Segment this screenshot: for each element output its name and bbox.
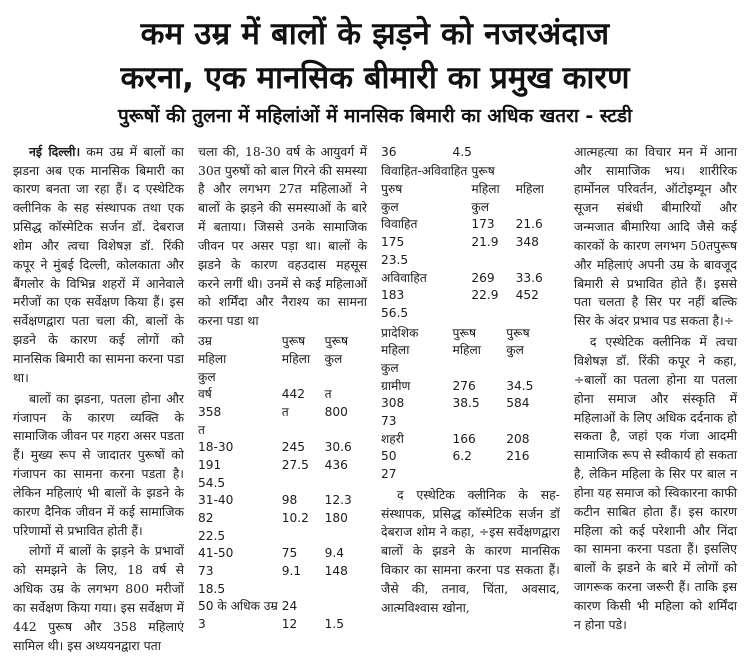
table-cell: 208 [506,431,530,446]
table-cell [516,199,560,217]
table-cell [453,466,507,484]
paragraph: आत्महत्या का विचार मन में आना और सामाजिक भय। शारीरिक हार्मोनल परिवर्तन, ऑटोइम्यून और सूजन संबंधी बीमारियों और जन्मजात बीमारिया आदि जैसे कई कारकों के कारण लगभग 50तपुरूष और महिलाएं अपनी उम्र के बावजूद बिमारी से प्रभावित होते हैं। इससे पता चलता है सिर पर नहीं बल्कि सिर के अंदर प्रभाव पड सकता है।÷ [573,143,737,329]
table-cell: शहरी [381,431,404,446]
table-cell: 98 [281,493,298,508]
table-cell: 348 [515,235,539,250]
table-cell: अविवाहित [381,270,427,285]
table-cell: 21.9 [471,235,499,250]
table-cell [325,528,367,546]
table-cell: कुल [324,351,343,366]
table-cell: 82 [197,511,214,526]
table-row [198,563,367,581]
paragraph: बालों का झडना, पतला होना और गंजापन के कारण व्यक्ति के सामाजिक जीवन पर गहरा असर पडता हैं। मुख्य रूप से जादातर पुरूषों को गंजापन का सामना करना पडता है। लेकिन महिलाएं भी बालों के झडने के कारण दैनिक जीवन में कई सामाजिक परिणामों से प्रभावित होती हैं। [13,390,184,538]
table-cell: 269 [471,270,495,285]
table-cell: 276 [452,378,476,393]
table-header-row [198,351,367,369]
article-columns [0,135,750,658]
table-cell [325,475,367,493]
table-cell: 180 [324,511,348,526]
table-cell: 9.4 [324,546,345,561]
table-cell: 50 के अधिक उम्र [197,599,278,614]
table-cell [516,252,560,270]
table-cell: विवाहित [381,217,418,232]
table-cell: 50 [381,449,397,464]
table-cell [325,598,367,616]
headline-line-2: करना, एक मानसिक बीमारी का प्रमुख कारण [120,60,630,97]
table-cell [506,360,560,378]
article-column-4 [567,143,744,637]
table-cell: 173 [471,217,495,232]
table-header-row [381,360,560,378]
table-cell [453,360,507,378]
article-column-3 [374,143,567,620]
table-cell: 9.1 [281,564,302,579]
table-cell: 41-50 [197,546,234,561]
table-cell: 31-40 [197,493,234,508]
table-row [198,545,367,563]
table-cell [325,369,367,387]
table-cell [516,163,560,181]
table-cell [282,369,325,387]
table-cell: पुरूष [452,325,476,340]
table-header-row [381,325,560,343]
table-cell: पुरूष [281,334,306,349]
table-cell: 27.5 [281,457,309,472]
table-row [198,528,367,546]
table-cell: कुल [471,199,489,214]
table-cell: 216 [506,449,530,464]
table-cell: 183 [381,288,405,303]
table-row [381,305,560,323]
table-cell [471,305,515,323]
table-cell: 36 [381,144,397,159]
table-cell: महिला [452,343,481,358]
table-row [381,395,560,413]
table-row [198,439,367,457]
table-cell: 3 [197,617,206,632]
table-cell: महिला [197,351,227,366]
table-cell: 12 [281,617,298,632]
table-row [198,616,367,634]
table-header-row [198,369,367,387]
table-cell: कुल [197,369,216,384]
table-row [198,510,367,528]
table-cell: 18.5 [197,581,226,596]
table-cell: 22.5 [197,528,226,543]
table-cell [506,466,560,484]
table-cell: 34.5 [506,378,534,393]
table-cell [325,581,367,599]
paragraph: द एस्थेटिक क्लीनिक में त्वचा विशेषज्ञ डॉ. रिंकी कपूर ने कहा, ÷बालों का पतला होना या पतला होना समाज और संस्कृति में महिलाओं के लिए अधिक दर्दनाक हो सकता है, जहां एक गंजा आदमी सामाजिक रूप से स्वीकार्य हो सकता है, लेकिन महिला के सिर पर बाल न होना यह समाज को स्विकारना काफी कटीन साबित होता हैं। इस कारण महिला को कई परेशानी और निंदा का सामना करना पडता हैं। इसलिए बालों के झडने के बारे में लोगों को जागरूक करना जरूरी हैं। ताकि इस कारण किसी भी महिला को शर्मिंदा न होना पडे। [573,334,737,632]
article-column-2 [191,143,374,636]
table-cell [506,144,560,162]
table-cell: 584 [506,396,530,411]
table-row [381,270,560,288]
table-cell: 6.2 [452,449,472,464]
table-cell: 148 [324,564,348,579]
table-cell [453,413,507,431]
table-row [381,234,560,252]
dateline: नई दिल्ली। [29,143,81,159]
table-cell: ग्रामीण [381,378,411,393]
table-cell: 166 [452,431,476,446]
table-cell: 27 [381,467,397,482]
sub-headline: पुरूषों की तुलना में महिलांओं में मानसिक बिमारी का अधिक खतरा - स्टडी [117,105,632,128]
table-cell: 10.2 [281,511,309,526]
stray-values-row [381,144,560,162]
table-row [198,581,367,599]
table-row [198,457,367,475]
table-cell: 56.5 [381,305,409,320]
table-cell: वर्ष [197,387,212,402]
table-cell: कुल [506,343,524,358]
headline-block [0,0,750,100]
paragraph: द एस्थेटिक क्लीनिक के सह-संस्थापक, प्रसिद्ध कॉस्मेटिक सर्जन डॉ देबराज शोम ने कहा, ÷इस सर्वेक्षणद्वारा बालों के झडने के कारण मानसिक विकार का सामना करना पड सकता हैं। जैसे की, तनाव, चिंता, अवसाद, आत्मविश्वास खोना, [381,486,560,615]
table-row [381,413,560,431]
table-cell [282,528,325,546]
article-column-1 [6,143,191,658]
table-cell: 4.5 [452,144,472,159]
table-row [198,404,367,422]
table-cell: त [324,387,332,402]
table-cell: 33.6 [515,270,543,285]
region-table [381,325,560,484]
table-cell [506,413,560,431]
table-cell: 442 [281,387,306,402]
table-cell: प्रादेशिक [381,325,419,340]
table-row [198,422,367,440]
table-cell: 436 [324,457,348,472]
table-cell: 73 [197,564,214,579]
paragraph-lead [13,143,184,388]
table-cell: 175 [381,235,405,250]
table-row [198,475,367,493]
table-header-row [381,163,560,181]
table-cell: 22.9 [471,288,499,303]
table-header-row [381,199,560,217]
table-cell: त [281,404,289,419]
paragraph: लोगों में बालों के झड़ने के प्रभावों को समझने के लिए, 18 वर्ष से अधिक उम्र के लगभग 800 मरीजों का सर्वेक्षण किया गया। इस सर्वेक्षण में 442 पुरूष और 358 महिलाएं सामिल थी। इस अध्ययनद्वारा पता [13,543,184,653]
table-row [381,466,560,484]
table-row [198,598,367,616]
marital-status-table [381,163,560,322]
table-cell: पुरूष [324,334,349,349]
table-cell: 358 [197,404,222,419]
headline-line-1: कम उम्र में बालों के झड़ने को नजरअंदाज [140,16,610,52]
table-cell: 245 [281,440,306,455]
table-row [381,287,560,305]
table-cell: 38.5 [452,396,480,411]
table-cell: 23.5 [381,252,409,267]
table-cell: 12.3 [324,493,352,508]
table-cell: महिला [281,351,311,366]
table-row [381,144,560,162]
table-row [381,378,560,396]
table-cell: 24 [281,599,298,614]
table-cell: कुल [381,199,399,214]
table-cell: उम्र [197,334,212,349]
table-cell: पुरूष [506,325,530,340]
table-cell: 452 [515,288,539,303]
table-cell: 21.6 [515,217,543,232]
table-cell: पुरुष [381,182,403,197]
table-header-row [198,333,367,351]
table-cell: महिला [381,343,410,358]
table-cell: 1.5 [324,617,345,632]
table-cell: 18-30 [197,440,234,455]
table-cell: कुल [381,360,399,375]
table-cell: विवाहित-अविवाहित [381,164,468,179]
table-row [198,386,367,404]
table-header-row [381,181,560,199]
table-cell: 30.6 [324,440,352,455]
table-cell: 191 [197,457,222,472]
table-cell: 800 [324,404,348,419]
table-cell: पुरूष [471,164,495,179]
table-cell [516,305,560,323]
table-cell [471,252,515,270]
table-cell: महिला [515,182,544,197]
paragraph: चला की, 18-30 वर्ष के आयुवर्ग में 30त पुरुषों को बाल गिरने की समस्या है और लगभग 27त महिलाओं ने बालों के झड़ने की समस्याओं के बारे में बताया। जिससे उनके सामाजिक जीवन पर असर पड़ा था। बालों के झडने के कारण वहउदास महसूस करने लगीं थी। उनमें से कई महिलाओं को शर्मिंदा और नैराश्य का सामना करना पडा था [197,143,368,329]
table-row [198,492,367,510]
table-cell: 75 [281,546,298,561]
table-row [381,252,560,270]
age-group-table [198,333,367,634]
table-row [381,431,560,449]
table-cell: महिला [471,182,500,197]
table-cell: 308 [381,396,405,411]
table-cell [282,475,325,493]
table-cell [325,422,367,440]
table-cell: 54.5 [197,475,226,490]
table-cell: 73 [381,414,397,429]
table-cell [282,581,325,599]
table-row [381,216,560,234]
paragraph-lead-body: कम उम्र में बालों का झडना अब एक मानसिक बिमारी का कारण बनता जा रहा हैं। द एस्थेटिक क्लीनिक के सह संस्थापक तथा एक प्रसिद्ध कॉस्मेटिक सर्जन डॉ. देबराज शोम और त्वचा विशेषज्ञ डॉ. रिंकी कपूर ने मुंबई दिल्ली, कोलकाता और बैंगलोर के विभिन्न शहरों में आनेवाले मरीजों का एक सर्वेक्षण किया हैं। इस सर्वेक्षणद्वारा पता चला की, बालों के झडने के कारण कई लोगों को मानसिक बिमारी का सामना करना पडा था। [13,143,184,385]
table-header-row [381,342,560,360]
table-cell: त [197,422,205,437]
table-row [381,448,560,466]
table-cell [282,422,325,440]
